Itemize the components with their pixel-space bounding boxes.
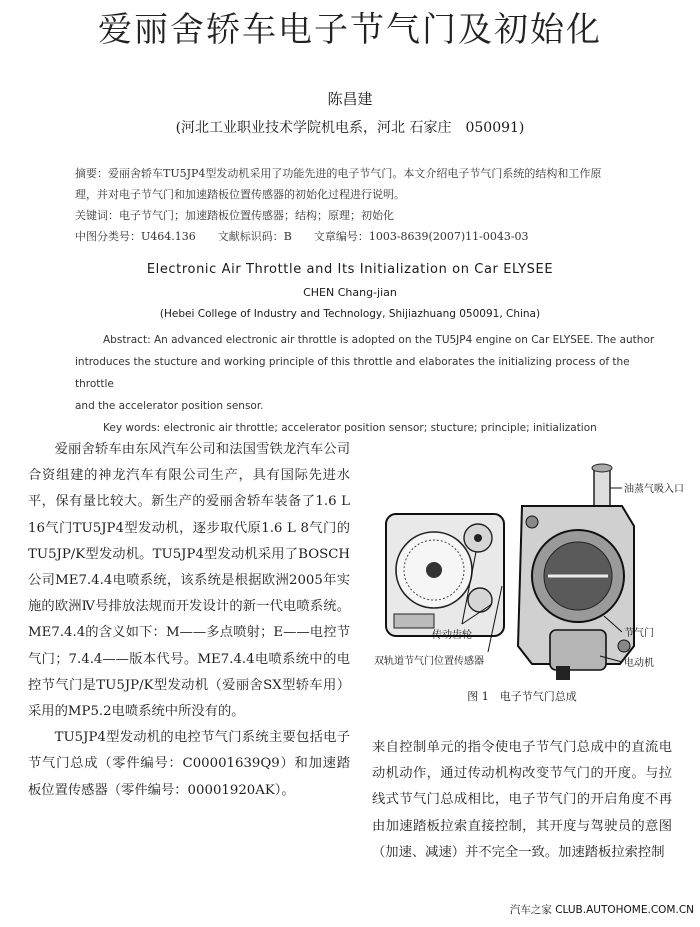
english-abstract-line: Abstract: An advanced electronic air throttle is adopted on the TU5JP4 engine on Car ELYSEE. The author [103,334,655,346]
body-paragraph: TU5JP4型发动机的电控节气门系统主要包括电子节气门总成（零件编号：C00001639Q9）和加速踏板位置传感器（零件编号：00001920AK）。 [28,730,350,798]
english-author: CHEN Chang-jian [303,286,397,299]
figure-caption: 图 1 电子节气门总成 [467,690,577,703]
english-title: Electronic Air Throttle and Its Initialization on Car ELYSEE [146,262,554,277]
article-title: 爱丽舍轿车电子节气门及初始化 [98,10,602,50]
author-name: 陈昌建 [327,90,373,108]
english-abstract-line: introduces the stucture and working principle of this throttle and elaborates the initializing process of the throttle [75,356,630,390]
label-air-inlet: 油蒸气吸入口 [624,484,684,495]
abstract-line: 摘要：爱丽舍轿车TU5JP4型发动机采用了功能先进的电子节气门。本文介绍电子节气门系统的结构和工作原 [75,167,602,180]
label-gears: 传动齿轮 [432,630,472,641]
label-motor: 电动机 [624,658,654,669]
body-text-left-column [28,437,350,804]
throttle-assembly-illustration [372,466,684,706]
site-watermark: 汽车之家 CLUB.AUTOHOME.COM.CN [509,904,694,916]
label-position-sensor: 双轨道节气门位置传感器 [374,656,484,667]
abstract-line: 理，并对电子节气门和加速踏板位置传感器的初始化过程进行说明。 [75,188,405,201]
english-affiliation: (Hebei College of Industry and Technology, Shijiazhuang 050091, China) [159,308,541,320]
label-throttle: 节气门 [624,628,654,639]
english-abstract [75,329,660,439]
classification-line: 中图分类号：U464.136 文献标识码：B 文章编号：1003-8639(2007)11-0043-03 [75,230,529,243]
body-text-right-column: 来自控制单元的指令使电子节气门总成中的直流电动机动作，通过传动机构改变节气门的开度。与拉线式节气门总成相比，电子节气门的开启角度不再由加速踏板拉索直接控制，其开度与驾驶员的意图（加速、减速）并不完全一致。加速踏板拉索控制 [372,740,672,860]
throttle-assembly-figure [372,466,684,706]
english-abstract-line: and the accelerator position sensor. [75,400,264,412]
keywords-line: 关键词：电子节气门；加速踏板位置传感器；结构；原理；初始化 [75,209,394,222]
author-affiliation: (河北工业职业技术学院机电系，河北 石家庄 050091) [175,120,525,136]
chinese-abstract [75,163,655,247]
body-paragraph: 爱丽舍轿车由东风汽车公司和法国雪铁龙汽车公司合资组建的神龙汽车有限公司生产，具有国际先进水平，保有量比较大。新生产的爱丽舍轿车装备了1.6 L 16气门TU5JP4型发动机，逐步取代原1.6 L 8气门的TU5JP/K型发动机。TU5JP4型发动机采用了BOSCH公司ME7.4.4电喷系统，该系统是根据欧洲2005年实施的欧洲Ⅳ号排放法规而开发设计的新一代电喷系统。ME7.4.4的含义如下：M——多点喷射；E——电控节气门；7.4.4——版本代号。ME7.4.4电喷系统中的电控节气门是TU5JP/K型发动机（爱丽舍SX型轿车用）采用的MP5.2电喷系统中所没有的。 [28,442,350,720]
english-keywords-line: Key words: electronic air throttle; accelerator position sensor; stucture; principle; initialization [103,422,597,434]
